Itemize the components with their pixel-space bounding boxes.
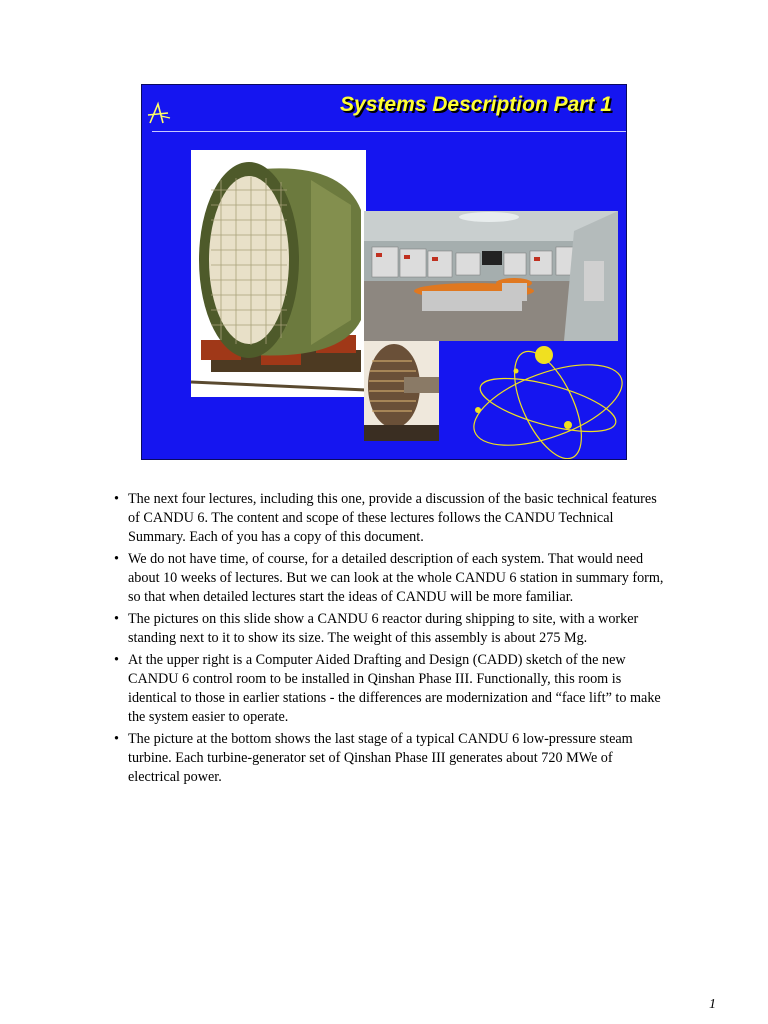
- list-item: [112, 730, 668, 787]
- reactor-image: [191, 150, 366, 397]
- logo-icon: [146, 101, 172, 127]
- list-item: [112, 651, 668, 727]
- turbine-image: [364, 341, 439, 441]
- page-number: 1: [709, 997, 716, 1012]
- control-room-image: [364, 211, 618, 341]
- slide-panel: [141, 84, 627, 460]
- bullet: •: [114, 491, 119, 507]
- list-item: [112, 490, 668, 547]
- note-text: At the upper right is a Computer Aided Drafting and Design (CADD) sketch of the new CANDU 6 control room to be installed in Qinshan Phase III. Functionally, this room is identical to those in earlier stations - the differences are modernization and “face lift” to make the system easier to operate.: [128, 652, 661, 725]
- list-item: [112, 610, 668, 648]
- bullet: •: [114, 551, 119, 567]
- bullet: •: [114, 731, 119, 747]
- note-text: The next four lectures, including this one, provide a discussion of the basic technical features of CANDU 6. The content and scope of these lectures follows the CANDU Technical Summary. Each of you has a copy of this document.: [128, 491, 657, 545]
- note-text: The pictures on this slide show a CANDU 6 reactor during shipping to site, with a worker standing next to it to show its size. The weight of this assembly is about 275 Mg.: [128, 611, 639, 646]
- title-divider: [152, 131, 626, 132]
- note-text: We do not have time, of course, for a detailed description of each system. That would need about 10 weeks of lectures. But we can look at the whole CANDU 6 station in summary form, so that when detailed lectures start the ideas of CANDU will be more familiar.: [128, 551, 664, 605]
- notes-list: [112, 490, 668, 787]
- slide-title: Systems Description Part 1: [340, 93, 612, 116]
- lecture-notes: [112, 490, 668, 790]
- bullet: •: [114, 652, 119, 668]
- list-item: [112, 550, 668, 607]
- bullet: •: [114, 611, 119, 627]
- note-text: The picture at the bottom shows the last stage of a typical CANDU 6 low-pressure steam turbine. Each turbine-generator set of Qinshan Phase III generates about 720 MWe of electrical power.: [128, 731, 633, 785]
- atom-graphic: [458, 325, 627, 460]
